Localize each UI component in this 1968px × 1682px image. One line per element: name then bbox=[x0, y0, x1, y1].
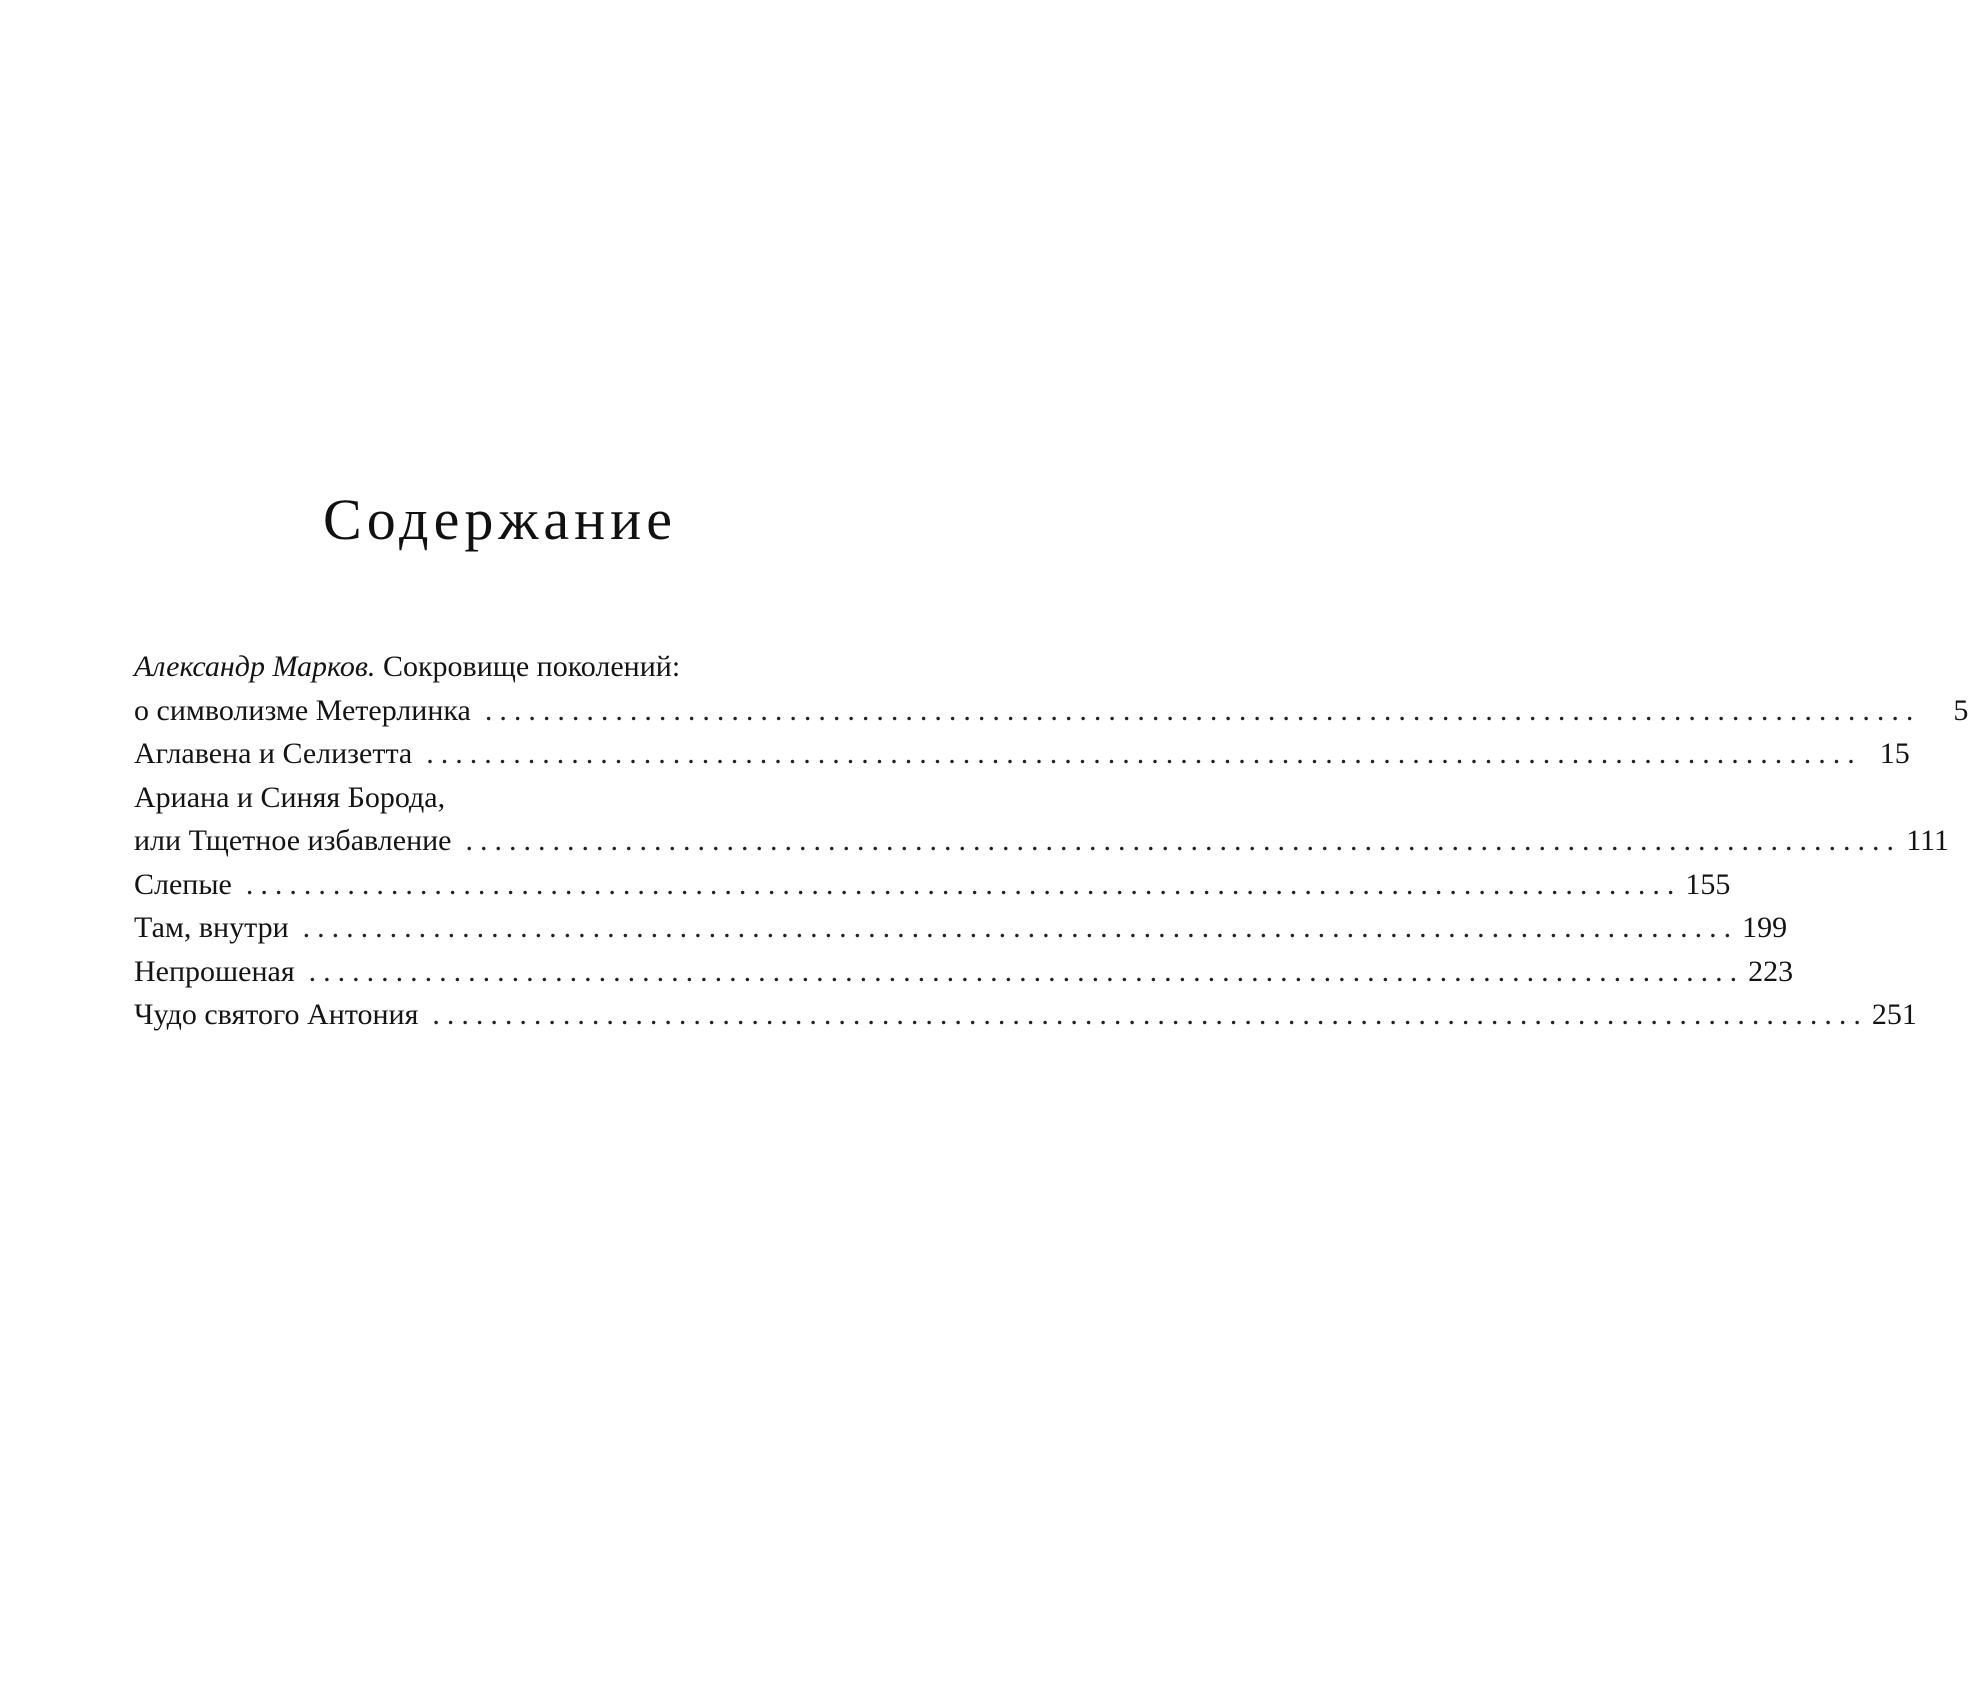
toc-leader-dots: ................................................................................................... bbox=[302, 911, 1739, 944]
toc-entry-ariana-line2 bbox=[134, 819, 1949, 863]
table-of-contents bbox=[134, 645, 1968, 1037]
page-title: Содержание bbox=[323, 486, 677, 552]
toc-leader-dots: ................................................................................................... bbox=[308, 954, 1745, 988]
toc-leader-dots: ................................................................................................... bbox=[245, 867, 1682, 901]
toc-author: Александр Марков. bbox=[134, 650, 376, 683]
toc-title: о символизме Метерлинка bbox=[134, 693, 471, 727]
toc-entry-aglavena bbox=[134, 732, 1910, 776]
toc-leader-dots: ................................................................................................... bbox=[432, 998, 1868, 1031]
toc-title: или Тщетное избавление bbox=[134, 824, 452, 857]
toc-entry-slepye bbox=[134, 863, 1731, 907]
toc-page-number: 251 bbox=[1871, 998, 1917, 1031]
toc-page-number: 155 bbox=[1685, 867, 1731, 901]
toc-title: Аглавена и Селизетта bbox=[134, 737, 413, 770]
toc-page-number: 223 bbox=[1748, 954, 1794, 988]
toc-title: Чудо святого Антония bbox=[134, 998, 419, 1031]
toc-page-number: 111 bbox=[1906, 824, 1949, 857]
toc-entry-markov-line2 bbox=[134, 689, 1968, 733]
toc-title: Слепые bbox=[134, 867, 232, 901]
toc-entry-neproshenaya bbox=[134, 950, 1794, 994]
toc-title: Ариана и Синяя Борода, bbox=[134, 780, 446, 814]
toc-title: Непрошеная bbox=[134, 954, 295, 988]
toc-leader-dots: ................................................................................................... bbox=[465, 824, 1901, 857]
toc-page-number: 199 bbox=[1742, 911, 1788, 944]
toc-leader-dots: ................................................................................................... bbox=[484, 693, 1921, 727]
toc-entry-label bbox=[134, 645, 680, 689]
toc-entry-chudo bbox=[134, 993, 1917, 1037]
toc-title: Сокровище поколений: bbox=[382, 650, 681, 683]
toc-entry-ariana-line1 bbox=[134, 776, 889, 820]
toc-page-number: 15 bbox=[1879, 737, 1910, 770]
toc-page-number: 5 bbox=[1953, 693, 1968, 727]
toc-leader-dots: ................................................................................................... bbox=[426, 737, 1862, 770]
toc-title: Там, внутри bbox=[134, 911, 289, 944]
toc-entry-markov-line1 bbox=[134, 645, 889, 689]
toc-entry-tam-vnutri bbox=[134, 906, 1788, 950]
